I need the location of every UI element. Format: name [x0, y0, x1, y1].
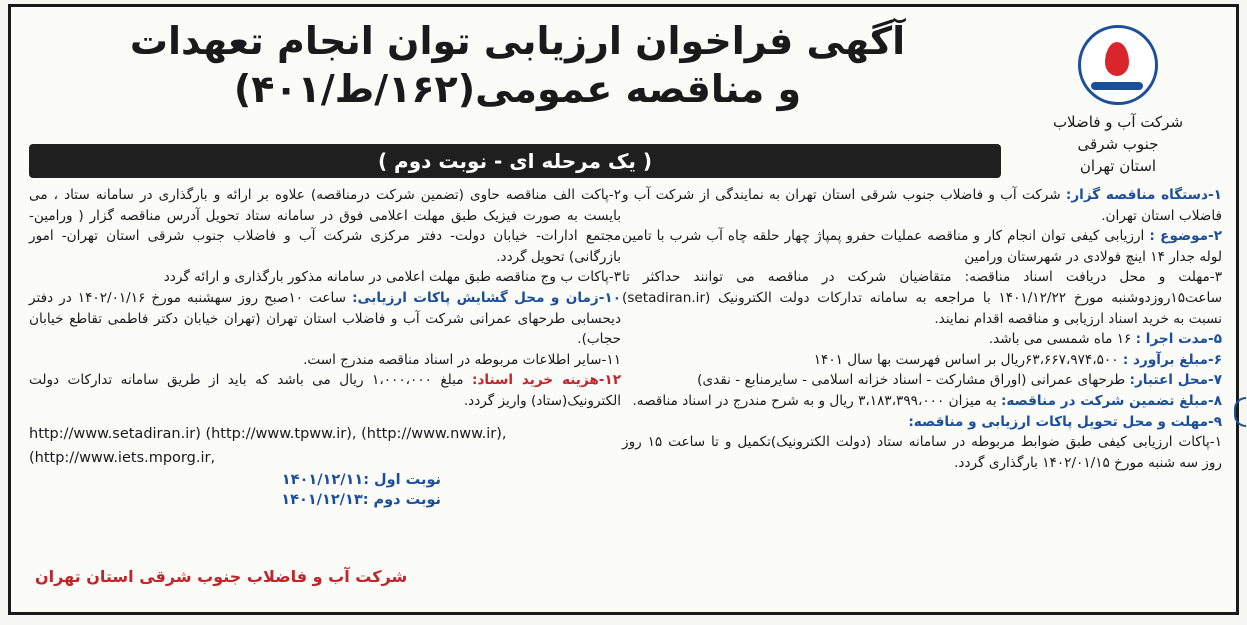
clause-8: ۸-مبلغ تضمین شرکت در مناقصه: به میزان ۳،۱۸۳،۳۹۹،۰۰۰ ریال و به شرح مندرج در اسناد مناقصه.	[632, 392, 1222, 409]
clause-11: ۱۱-سایر اطلاعات مربوطه در اسناد مناقصه مندرج است.	[303, 351, 621, 368]
clause-9-1: ۱-پاکات ارزیابی کیفی طبق ضوابط مربوطه در سامانه ستاد (دولت الکترونیک)تکمیل و تا ساعت ۱۵ روز روز سه شنبه مورخ ۱۴۰۲/۰۱/۱۵ بارگذاری گردد.	[622, 434, 1222, 471]
edge-bracket-mark	[1234, 397, 1246, 427]
right-column	[622, 185, 1222, 473]
clause-6: ۶-مبلغ برآورد : ۶۳،۶۶۷،۹۷۴،۵۰۰ریال بر اساس فهرست بها سال ۱۴۰۱	[813, 351, 1222, 368]
clause-5: ۵-مدت اجرا : ۱۶ ماه شمسی می باشد.	[988, 331, 1222, 348]
org-line-1: شرکت آب و فاضلاب	[1052, 113, 1184, 131]
left-column	[29, 185, 621, 511]
water-drop-logo-icon	[1078, 25, 1158, 105]
clause-1: ۱-دستگاه مناقصه گزار: شرکت آب و فاضلاب جنوب شرقی استان تهران به نمایندگی از شرکت آب و فاضلاب استان تهران.	[622, 187, 1222, 224]
website-links	[29, 422, 621, 470]
url-line-1[interactable]: http://www.setadiran.ir) (http://www.tpww.ir), (http://www.nww.ir),	[29, 425, 507, 442]
clause-10: ۱۰-زمان و محل گشایش پاکات ارزیابی: ساعت ۱۰صبح روز سهشنبه مورخ ۱۴۰۲/۰۱/۱۶ در دفتر دیحسابی طرحهای عمرانی شرکت آب و فاضلاب استان تهران (تهران خیابان دکتر فاطمی تقاطع خیابان حجاب).	[29, 289, 622, 348]
footer-organization: شرکت آب و فاضلاب جنوب شرقی استان تهران	[35, 567, 408, 586]
clause-3: ۳-مهلت و محل دریافت اسناد مناقصه: متقاضیان شرکت در مناقصه می توانند حداکثر تا ساعت۱۵روزدوشنبه مورخ ۱۴۰۱/۱۲/۲۲ با مراجعه به سامانه تدارکات دولت الکترونیک (setadiran.ir) نسبت به خرید اسناد ارزیابی و مناقصه اقدام نمایند.	[622, 269, 1222, 327]
clause-12: ۱۲-هزینه خرید اسناد: مبلغ ۱،۰۰۰،۰۰۰ ریال می باشد که باید از طریق سامانه تدارکات دولت الکترونیک(ستاد) واریز گردد.	[29, 372, 621, 409]
notice-title	[31, 17, 1004, 113]
clause-7: ۷-محل اعتبار: طرحهای عمرانی (اوراق مشارکت - اسناد خزانه اسلامی - سایرمنابع - نقدی)	[697, 372, 1222, 389]
publish-date-first: نوبت اول :۱۴۰۱/۱۲/۱۱	[281, 471, 441, 488]
subtitle-bar: ( یک مرحله ای - نوبت دوم )	[29, 144, 1001, 178]
clause-9-3: ۳-پاکات ب وج مناقصه طبق مهلت اعلامی در سامانه مذکور بارگذاری و ارائه گردد	[163, 269, 621, 286]
org-line-2: جنوب شرقی	[1077, 135, 1159, 153]
clause-2: ۲-موضوع : ارزیابی کیفی توان انجام کار و مناقصه عملیات حفرو پمپاژ چهار حلقه چاه آب شرب با تامین لوله جدار ۱۴ اینچ فولادی در شهرستان ورامین	[622, 228, 1222, 265]
clause-9: ۹-مهلت و محل تحویل پاکات ارزیابی و مناقصه:	[908, 413, 1222, 430]
publish-date-second: نوبت دوم :۱۴۰۱/۱۲/۱۳	[281, 492, 441, 509]
title-line-2: و مناقصه عمومی(۱۶۲/ط/۴۰۱)	[233, 67, 802, 111]
organization-block	[1018, 19, 1218, 175]
title-line-1: آگهی فراخوان ارزیابی توان انجام تعهدات	[129, 19, 906, 63]
url-line-2[interactable]: (http://www.iets.mporg.ir,	[29, 449, 216, 466]
clause-9-2: ۲-پاکت الف مناقصه حاوی (تضمین شرکت درمناقصه) علاوه بر ارائه و بارگذاری در سامانه ستاد ، می بایست به صورت فیزیک طبق مهلت اعلامی فوق در سامانه ستاد تحویل آدرس مناقصه گزار ( ورامین- مجتمع ادارات- خیابان دولت- دفتر مرکزی شرکت آب و فاضلاب جنوب شرقی استان تهران- امور بازرگانی) تحویل گردد.	[29, 187, 621, 265]
org-line-3: استان تهران	[1079, 157, 1157, 175]
notice-document	[8, 4, 1239, 615]
